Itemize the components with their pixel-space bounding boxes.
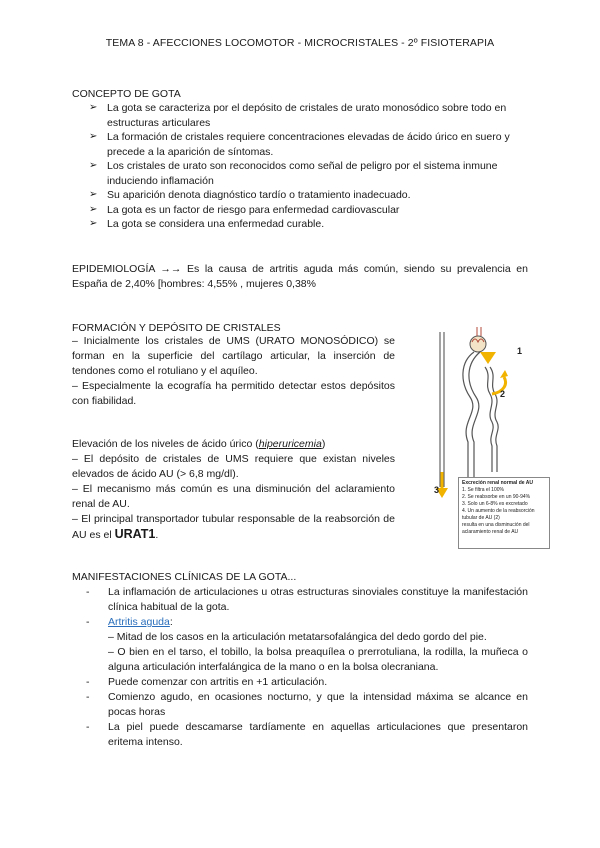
artritis-aguda-link[interactable]: Artritis aguda bbox=[108, 616, 170, 628]
formacion-p1: – Inicialmente los cristales de UMS (URATO MONOSÓDICO) se forman en la superficie del cartílago articular, la inserción de tendones como el rotuliano y el aquíleo. bbox=[72, 335, 395, 377]
formacion-title: FORMACIÓN Y DEPÓSITO DE CRISTALES bbox=[72, 322, 281, 334]
hiperuricemia-term: hiperuricemia bbox=[258, 438, 322, 450]
nephron-figure bbox=[430, 322, 550, 550]
manifestaciones-list bbox=[72, 585, 528, 750]
list-item: - La inflamación de articulaciones u otras estructuras sinoviales constituye la manifestación clínica habitual de la gota. bbox=[86, 586, 528, 613]
concepto-gota-list bbox=[72, 101, 528, 232]
epidemiologia-text: Es la causa de artritis aguda más común, siendo su prevalencia en España de 2,40% [hombres: 4,55% , mujeres 0,38% bbox=[72, 263, 528, 290]
figure-caption-box: Excreción renal normal de AU 1. Se filtra el 100% 2. Se reabsorbe en un 90-94% 3. Solo un 6-8% es excretado 4. Un aumento de la reabsorción tubular de AU (2) resulta en una disminución del aclaramiento renal de AU bbox=[458, 477, 550, 549]
page-header: TEMA 8 - AFECCIONES LOCOMOTOR - MICROCRISTALES - 2º FISIOTERAPIA bbox=[105, 37, 495, 49]
list-item: - Comienzo agudo, en ocasiones nocturno, y que la intensidad máxima se alcance en pocas horas bbox=[86, 691, 528, 718]
figure-label-1: 1 bbox=[517, 346, 523, 356]
list-item: - Puede comenzar con artritis en +1 articulación. bbox=[86, 676, 328, 688]
list-item: ➢ Los cristales de urato son reconocidos como señal de peligro por el sistema inmune induciendo inflamación bbox=[89, 160, 498, 187]
formacion-block-1 bbox=[72, 334, 395, 409]
artritis-sub1: – Mitad de los casos en la articulación metatarsofalángica del dedo gordo del pie. bbox=[108, 631, 487, 643]
artritis-sub2: – O bien en el tarso, el tobillo, la bolsa preaquílea o prerrotuliana, la rodilla, la muñeca o alguna articulación interfalángica de la mano o en la bolsa olecraniana. bbox=[108, 646, 528, 673]
list-item: - La piel puede descamarse tardíamente en aquellas articulaciones que presentaron eritema intenso. bbox=[86, 721, 528, 748]
list-item: ➢ La formación de cristales requiere concentraciones elevadas de ácido úrico en suero y precede a la aparición de síntomas. bbox=[89, 131, 510, 158]
epidemiologia-label: EPIDEMIOLOGÍA →→ bbox=[72, 263, 182, 275]
figure-label-2: 2 bbox=[500, 389, 506, 399]
list-item: ➢ Su aparición denota diagnóstico tardío o tratamiento inadecuado. bbox=[89, 189, 411, 201]
concepto-gota-title: CONCEPTO DE GOTA bbox=[72, 88, 181, 100]
list-item: ➢ La gota es un factor de riesgo para enfermedad cardiovascular bbox=[89, 203, 400, 216]
formacion-p4: – El mecanismo más común es una disminución del aclaramiento renal de AU. bbox=[72, 483, 395, 510]
figure-label-3: 3 bbox=[434, 485, 440, 495]
epidemiologia-paragraph bbox=[72, 262, 528, 292]
formacion-block-2 bbox=[72, 437, 395, 543]
elevacion-heading: Elevación de los niveles de ácido úrico (hiperuricemia) bbox=[72, 438, 326, 450]
urat1-term: URAT1 bbox=[114, 527, 156, 541]
manifestaciones-title: MANIFESTACIONES CLÍNICAS DE LA GOTA... bbox=[72, 571, 297, 583]
list-item: - Artritis aguda: – Mitad de los casos en la articulación metatarsofalángica del dedo gordo del pie. – O bien en el tarso, el tobillo, la bolsa preaquílea o prerrotuliana, la rodilla, la muñeca o alguna articulación interfalángica de la mano o en la bolsa olecraniana. bbox=[86, 616, 528, 673]
formacion-p3: – El depósito de cristales de UMS requiere que existan niveles elevados de ácido AU (> 6,8 mg/dl). bbox=[72, 453, 395, 480]
formacion-p5: – El principal transportador tubular responsable de la reabsorción de AU es el URAT1. bbox=[72, 513, 395, 541]
list-item: ➢ La gota se caracteriza por el depósito de cristales de urato monosódico sobre todo en estructuras articulares bbox=[89, 102, 507, 129]
formacion-p2: – Especialmente la ecografía ha permitido detectar estos depósitos con fiabilidad. bbox=[72, 380, 395, 407]
list-item: ➢ La gota se considera una enfermedad curable. bbox=[89, 218, 325, 230]
